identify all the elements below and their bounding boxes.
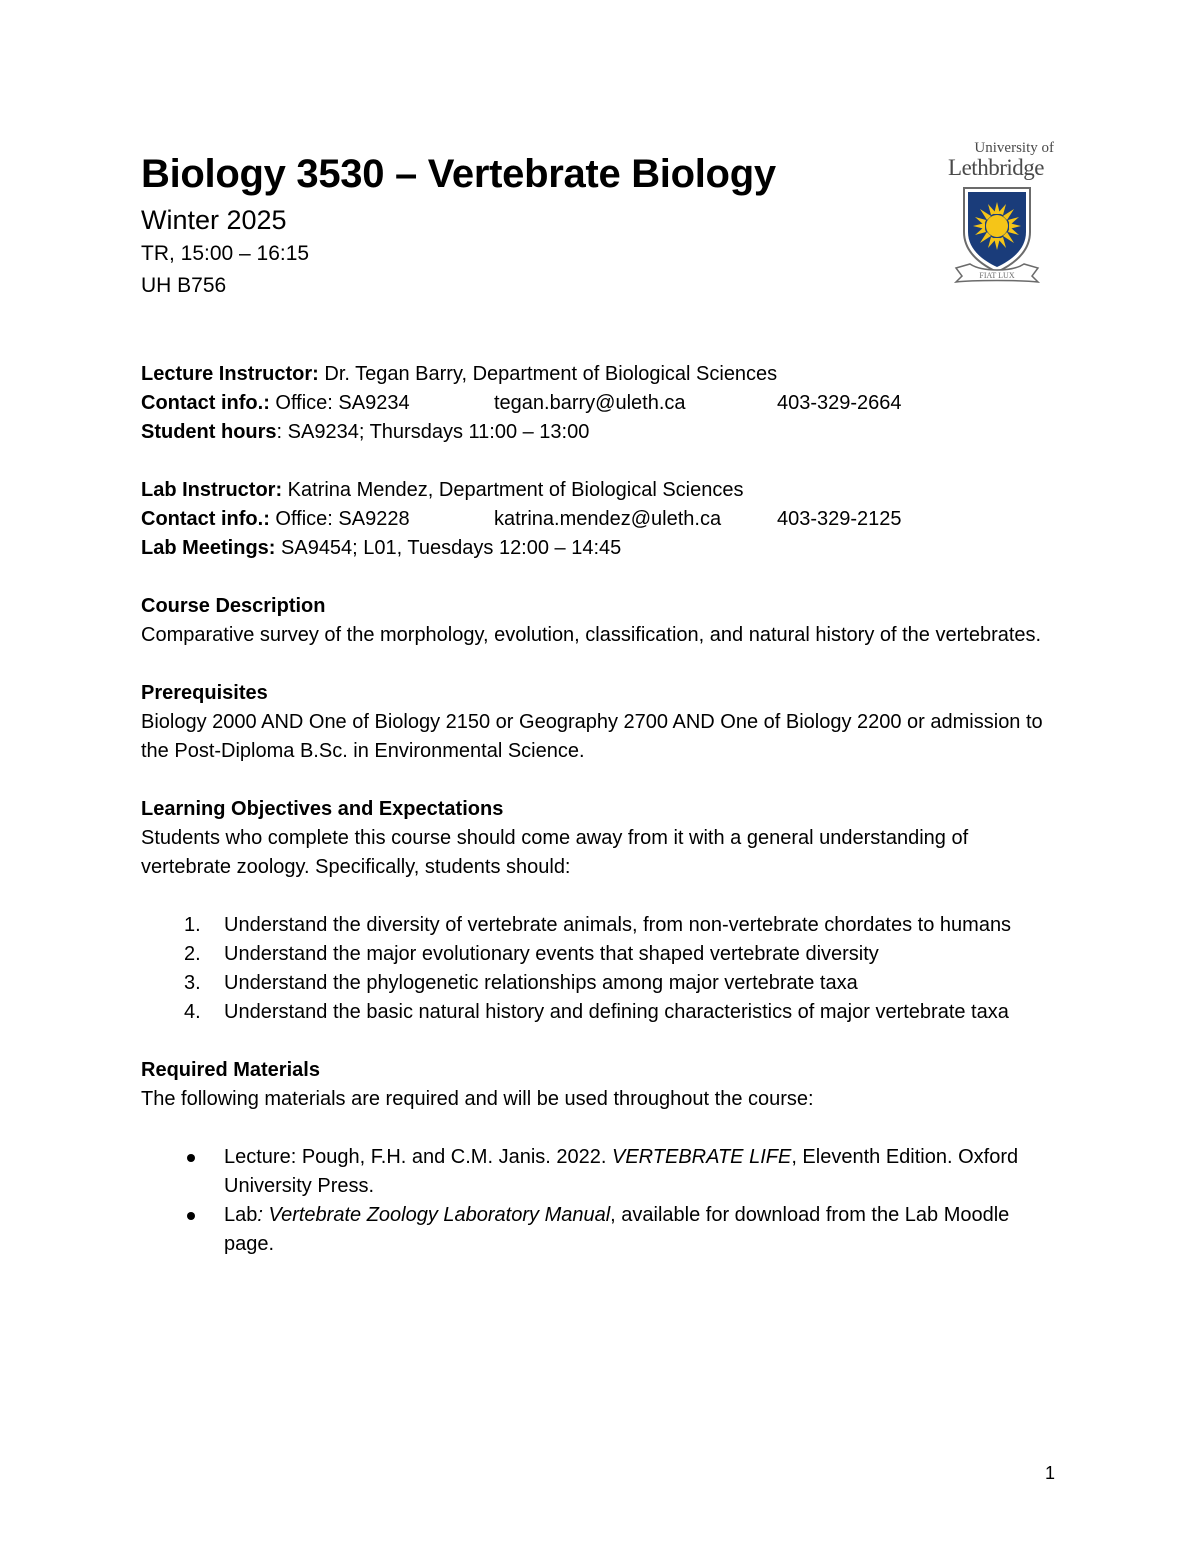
objectives-heading: Learning Objectives and Expectations <box>141 798 504 820</box>
lab-contact-label: Contact info.: <box>141 508 270 530</box>
lecture-hours-label: Student hours <box>141 421 277 443</box>
lecture-text-title: VERTEBRATE LIFE <box>612 1146 792 1168</box>
bullet-icon <box>187 1212 195 1220</box>
lab-instructor-line <box>141 476 1061 505</box>
page-number: 1 <box>1045 1463 1056 1483</box>
description-heading: Course Description <box>141 595 326 617</box>
list-item-text: Understand the phylogenetic relationships among major vertebrate taxa <box>224 972 858 994</box>
lecture-instructor-label: Lecture Instructor: <box>141 363 319 385</box>
logo-line-2: Lethbridge <box>948 155 1044 180</box>
lab-text-suffix: , available for download from the Lab Moodle page. <box>224 1204 1010 1255</box>
lecture-contact-line <box>141 389 1061 418</box>
list-item <box>141 940 1061 969</box>
lecture-hours-value: : SA9234; Thursdays 11:00 – 13:00 <box>276 421 590 443</box>
course-schedule: TR, 15:00 – 16:15 <box>141 242 310 265</box>
list-marker: 1. <box>184 914 201 936</box>
lab-meetings-value: SA9454; L01, Tuesdays 12:00 – 14:45 <box>275 537 622 559</box>
list-item <box>141 998 1061 1027</box>
course-term: Winter 2025 <box>141 205 287 235</box>
list-item <box>141 1143 1061 1201</box>
course-room: UH B756 <box>141 274 227 297</box>
objectives-list <box>141 911 1061 1027</box>
lab-text-prefix: Lab <box>224 1204 258 1226</box>
list-item <box>141 969 1061 998</box>
lab-phone: 403-329-2125 <box>777 508 902 530</box>
list-marker: 2. <box>184 943 201 965</box>
materials-intro: The following materials are required and will be used throughout the course: <box>141 1088 814 1110</box>
lab-email-link[interactable]: katrina.mendez@uleth.ca <box>494 508 722 530</box>
lab-meetings-line <box>141 534 1061 563</box>
syllabus-content <box>141 148 1061 1259</box>
list-item <box>141 911 1061 940</box>
materials-list <box>141 1143 1061 1259</box>
lecture-text-suffix: , Eleventh Edition. Oxford University Press. <box>224 1146 1019 1197</box>
list-item-text: Understand the basic natural history and defining characteristics of major vertebrate taxa <box>224 1001 1009 1023</box>
course-title: Biology 3530 – Vertebrate Biology <box>141 152 776 196</box>
prerequisites-heading: Prerequisites <box>141 682 268 704</box>
materials-heading: Required Materials <box>141 1059 320 1081</box>
lecture-instructor-value: Dr. Tegan Barry, Department of Biological Sciences <box>318 363 778 385</box>
lab-contact-line <box>141 505 1061 534</box>
lecture-instructor-line <box>141 360 1061 389</box>
logo-motto: FIAT LUX <box>979 271 1015 280</box>
list-marker: 4. <box>184 1001 201 1023</box>
objectives-intro: Students who complete this course should come away from it with a general understanding of vertebrate zoology. Specifically, students should: <box>141 827 969 878</box>
logo-line-1: University of <box>974 140 1054 156</box>
lab-meetings-label: Lab Meetings: <box>141 537 276 559</box>
lecture-email-link[interactable]: tegan.barry@uleth.ca <box>494 392 686 414</box>
lecture-contact-label: Contact info.: <box>141 392 270 414</box>
lab-office: Office: SA9228 <box>269 508 410 530</box>
lab-instructor-value: Katrina Mendez, Department of Biological Sciences <box>282 479 744 501</box>
lecture-text-prefix: Lecture: Pough, F.H. and C.M. Janis. 2022. <box>224 1146 612 1168</box>
lecture-office: Office: SA9234 <box>269 392 410 414</box>
description-text: Comparative survey of the morphology, evolution, classification, and natural history of the vertebrates. <box>141 624 1042 646</box>
lecture-hours-line <box>141 418 1061 447</box>
lecture-phone: 403-329-2664 <box>777 392 902 414</box>
lab-instructor-label: Lab Instructor: <box>141 479 283 501</box>
list-item-text: Understand the major evolutionary events that shaped vertebrate diversity <box>224 943 879 965</box>
list-item <box>141 1201 1061 1259</box>
list-marker: 3. <box>184 972 201 994</box>
bullet-icon <box>187 1154 195 1162</box>
prerequisites-text: Biology 2000 AND One of Biology 2150 or Geography 2700 AND One of Biology 2200 or admission to the Post-Diploma B.Sc. in Environmental Science. <box>141 711 1043 762</box>
lab-text-title: : Vertebrate Zoology Laboratory Manual <box>257 1204 611 1226</box>
list-item-text: Understand the diversity of vertebrate animals, from non-vertebrate chordates to humans <box>224 914 1012 936</box>
